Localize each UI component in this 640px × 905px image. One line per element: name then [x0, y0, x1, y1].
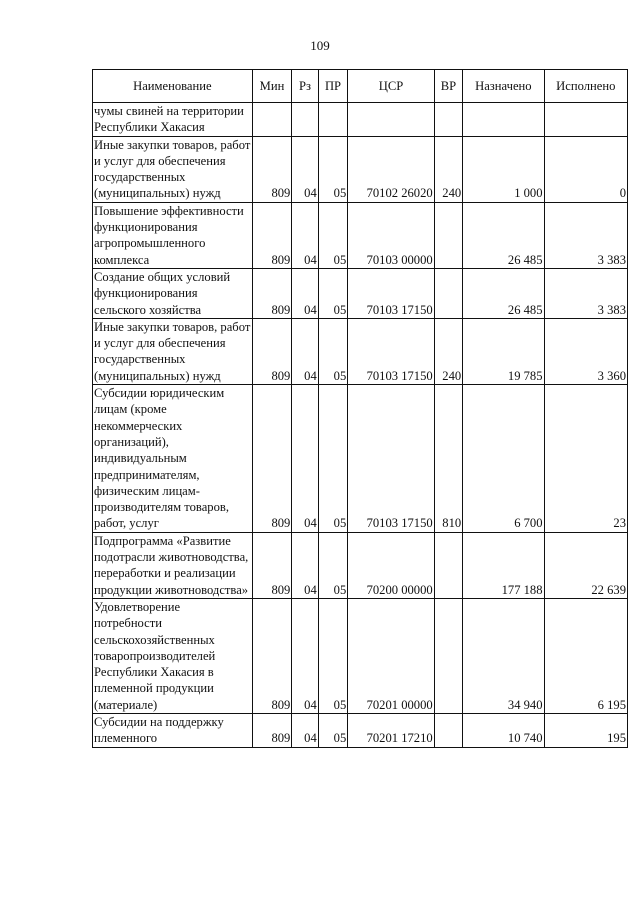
table-row	[93, 532, 628, 598]
row-assigned: 177 188	[463, 532, 544, 598]
row-min: 809	[252, 318, 292, 384]
row-rz: 04	[292, 532, 318, 598]
row-rz: 04	[292, 136, 318, 202]
row-vr: 810	[434, 385, 462, 533]
row-vr	[434, 713, 462, 747]
row-pr: 05	[318, 532, 347, 598]
table-row	[93, 385, 628, 533]
row-assigned: 1 000	[463, 136, 544, 202]
row-executed: 3 360	[544, 318, 627, 384]
table-row	[93, 103, 628, 137]
header-pr: ПР	[318, 70, 347, 103]
row-csr: 70102 26020	[348, 136, 434, 202]
table-row	[93, 268, 628, 318]
row-min: 809	[252, 385, 292, 533]
row-rz: 04	[292, 202, 318, 268]
header-min: Мин	[252, 70, 292, 103]
row-executed: 3 383	[544, 268, 627, 318]
row-csr: 70103 17150	[348, 318, 434, 384]
row-vr: 240	[434, 136, 462, 202]
table-row	[93, 713, 628, 747]
row-vr	[434, 598, 462, 713]
row-csr	[348, 103, 434, 137]
header-name: Наименование	[93, 70, 253, 103]
row-min: 809	[252, 268, 292, 318]
row-executed: 0	[544, 136, 627, 202]
row-rz: 04	[292, 385, 318, 533]
row-executed: 23	[544, 385, 627, 533]
budget-table	[92, 69, 628, 748]
row-rz: 04	[292, 713, 318, 747]
table-row	[93, 598, 628, 713]
row-min: 809	[252, 136, 292, 202]
row-csr: 70200 00000	[348, 532, 434, 598]
row-assigned: 10 740	[463, 713, 544, 747]
row-csr: 70103 00000	[348, 202, 434, 268]
header-rz: Рз	[292, 70, 318, 103]
row-name: Повышение эффективности функционирования агропромышленного комплекса	[93, 202, 253, 268]
row-pr: 05	[318, 385, 347, 533]
row-assigned	[463, 103, 544, 137]
table-row	[93, 318, 628, 384]
row-pr: 05	[318, 318, 347, 384]
row-pr: 05	[318, 202, 347, 268]
row-executed	[544, 103, 627, 137]
row-vr	[434, 532, 462, 598]
row-min: 809	[252, 713, 292, 747]
row-csr: 70103 17150	[348, 385, 434, 533]
row-executed: 22 639	[544, 532, 627, 598]
header-csr: ЦСР	[348, 70, 434, 103]
row-pr	[318, 103, 347, 137]
row-rz	[292, 103, 318, 137]
row-assigned: 34 940	[463, 598, 544, 713]
row-pr: 05	[318, 713, 347, 747]
row-pr: 05	[318, 268, 347, 318]
header-executed: Исполнено	[544, 70, 627, 103]
table-row	[93, 202, 628, 268]
row-vr: 240	[434, 318, 462, 384]
row-assigned: 6 700	[463, 385, 544, 533]
row-pr: 05	[318, 136, 347, 202]
row-min	[252, 103, 292, 137]
row-vr	[434, 103, 462, 137]
row-name: чумы свиней на территории Республики Хакасия	[93, 103, 253, 137]
row-assigned: 26 485	[463, 202, 544, 268]
header-assigned: Назначено	[463, 70, 544, 103]
row-min: 809	[252, 202, 292, 268]
row-rz: 04	[292, 598, 318, 713]
row-name: Иные закупки товаров, работ и услуг для обеспечения государственных (муниципальных) нужд	[94, 137, 251, 201]
table-header-row	[93, 70, 628, 103]
row-assigned: 19 785	[463, 318, 544, 384]
row-min: 809	[252, 598, 292, 713]
row-executed: 6 195	[544, 598, 627, 713]
row-name: Подпрограмма «Развитие подотрасли животноводства, переработки и реализации продукции животноводства»	[93, 532, 253, 598]
row-csr: 70201 17210	[348, 713, 434, 747]
table-row	[93, 136, 628, 202]
row-pr: 05	[318, 598, 347, 713]
row-csr: 70103 17150	[348, 268, 434, 318]
row-name: Создание общих условий функционирования сельского хозяйства	[93, 268, 253, 318]
row-rz: 04	[292, 318, 318, 384]
row-name: Иные закупки товаров, работ и услуг для обеспечения государственных (муниципальных) нужд	[94, 319, 251, 383]
row-name: Удовлетворение потребности сельскохозяйственных товаропроизводителей Республики Хакасия в племенной продукции (материале)	[93, 598, 253, 713]
row-executed: 3 383	[544, 202, 627, 268]
header-vr: ВР	[434, 70, 462, 103]
page-number: 109	[310, 38, 330, 53]
row-rz: 04	[292, 268, 318, 318]
row-min: 809	[252, 532, 292, 598]
row-csr: 70201 00000	[348, 598, 434, 713]
row-vr	[434, 202, 462, 268]
row-assigned: 26 485	[463, 268, 544, 318]
row-executed: 195	[544, 713, 627, 747]
row-name: Субсидии на поддержку племенного	[93, 713, 253, 747]
row-name: Субсидии юридическим лицам (кроме некоммерческих организаций), индивидуальным предпринимателям, физическим лицам-производителям товаров, работ, услуг	[93, 385, 253, 533]
row-vr	[434, 268, 462, 318]
